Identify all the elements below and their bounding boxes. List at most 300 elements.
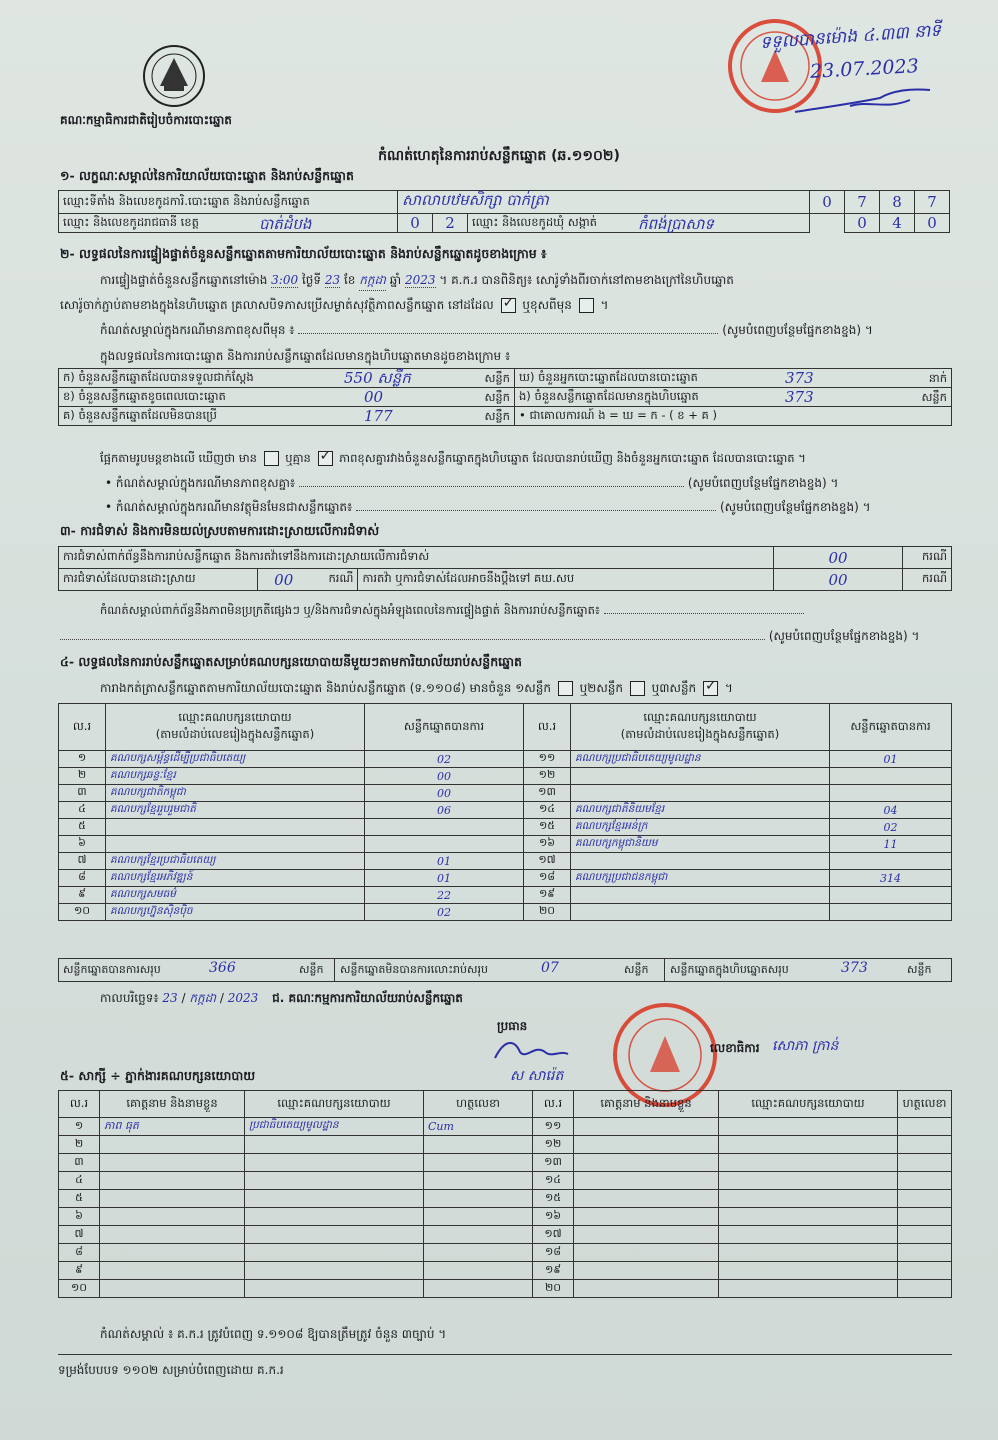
witness-party[interactable] xyxy=(719,1118,898,1136)
footer-divider xyxy=(58,1354,952,1355)
bullet-1-field[interactable] xyxy=(299,486,684,487)
objection-row2-label: ការជំទាស់ដែលបានដោះស្រាយ xyxy=(59,569,258,591)
party-name: គណបក្សជាតិកម្ពុជា xyxy=(106,785,365,802)
witness-party xyxy=(245,1136,424,1154)
total-invalid-value: 07 xyxy=(541,960,559,976)
witness-col-sign: ហត្ថលេខា xyxy=(898,1091,952,1118)
party-number: ៥ xyxy=(59,819,106,836)
section2-heading: ២- លទ្ធផលនៃការផ្ទៀងផ្ទាត់ចំនួនសន្លឹកឆ្នោតតាមការិយាល័យបោះឆ្នោត និងរាប់សន្លឹកឆ្នោតដូចខាងក្រោម ៖ xyxy=(60,246,547,261)
witness-number: ២០ xyxy=(533,1280,574,1298)
witness-number: ១៨ xyxy=(533,1244,574,1262)
witness-party xyxy=(245,1172,424,1190)
witness-party xyxy=(245,1190,424,1208)
witness-col-party: ឈ្មោះគណបក្សនយោបាយ xyxy=(719,1091,898,1118)
witness-col-name: គោត្តនាម និងនាមខ្លួន xyxy=(100,1091,245,1118)
unit-label: សន្លឹក xyxy=(484,390,510,404)
unit-label: សន្លឹក xyxy=(484,409,510,423)
count-c-cell xyxy=(59,407,515,426)
change-note-label: កំណត់សម្គាល់ក្នុងករណីមានភាពខុសពីមុន ៖ xyxy=(100,323,295,337)
witness-signature xyxy=(424,1226,533,1244)
party-votes: 01 xyxy=(365,870,524,887)
bullet-2-label: • កំណត់សម្គាល់ក្នុងករណីមានវត្ថុមិនមែនជាសន្លឹកឆ្នោត៖ xyxy=(105,500,353,514)
count-c-label: គ) ចំនួនសន្លឹកឆ្នោតដែលមិនបានប្រើ xyxy=(63,407,217,422)
party-votes: 314 xyxy=(830,870,952,887)
witness-row xyxy=(59,1244,952,1262)
party-number: ១៤ xyxy=(524,802,571,819)
changed-checkbox[interactable] xyxy=(579,298,594,313)
party-votes: 02 xyxy=(365,904,524,921)
witness-signature[interactable] xyxy=(898,1226,952,1244)
party-name xyxy=(571,768,830,785)
witness-name xyxy=(100,1154,245,1172)
has-discrepancy-checkbox[interactable] xyxy=(264,451,279,466)
witness-name[interactable] xyxy=(574,1172,719,1190)
results-row xyxy=(59,785,952,802)
results-row xyxy=(59,819,952,836)
witness-col-no: ល.រ xyxy=(533,1091,574,1118)
col-party-header xyxy=(571,704,830,751)
polling-station-label: ឈ្មោះទីតាំង និងលេខកូដការិ.បោះឆ្នោត និងរាប់សន្លឹកឆ្នោត xyxy=(59,191,398,214)
unit-label: សន្លឹក xyxy=(921,390,947,404)
col-votes-header: សន្លឹកឆ្នោតបានការ xyxy=(365,704,524,751)
witness-signature[interactable] xyxy=(898,1172,952,1190)
witness-name[interactable] xyxy=(574,1118,719,1136)
results-table xyxy=(58,703,952,921)
stamp-date: 23.07.2023 xyxy=(809,55,920,83)
party-votes: 02 xyxy=(830,819,952,836)
province-code-digit: 2 xyxy=(433,214,468,233)
party-votes xyxy=(830,887,952,904)
section3-heading: ៣- ការជំទាស់ និងការមិនយល់ស្របតាមការដោះស្រាយលើការជំទាស់ xyxy=(60,523,380,538)
date-label: កាលបរិច្ឆេទ៖ xyxy=(100,991,159,1005)
witness-party[interactable] xyxy=(719,1280,898,1298)
witness-row xyxy=(59,1136,952,1154)
witness-signature[interactable] xyxy=(898,1280,952,1298)
section1-table xyxy=(58,190,950,233)
count-d-cell xyxy=(515,369,952,388)
discrepancy-text: ផ្អែកតាមរូបមន្តខាងលើ ឃើញថា មាន xyxy=(100,451,257,465)
party-number: ៩ xyxy=(59,887,106,904)
verify-text: ។ គ.ក.រ បានពិនិត្យ៖ សោរ៉ូទាំងពីរចាក់នៅតាមខាងក្រៅនៃហិបឆ្នោត xyxy=(439,273,734,287)
total-valid-value: 366 xyxy=(209,960,236,976)
witness-name[interactable] xyxy=(574,1208,719,1226)
witness-signature[interactable] xyxy=(898,1118,952,1136)
date-month: កក្កដា xyxy=(189,991,217,1005)
unit-label: សន្លឹក xyxy=(624,963,649,976)
sign-org: ជ. គណៈកម្មការការិយាល័យរាប់សន្លឹកឆ្នោត xyxy=(272,991,463,1005)
col-votes-header: សន្លឹកឆ្នោតបានការ xyxy=(830,704,952,751)
party-name xyxy=(571,853,830,870)
verify-year-label: ឆ្នាំ xyxy=(389,273,402,287)
total-valid-label: សន្លឹកឆ្នោតបានការសរុប xyxy=(63,963,161,976)
party-number: ១២ xyxy=(524,768,571,785)
witness-signature xyxy=(424,1244,533,1262)
witness-body xyxy=(59,1118,952,1298)
witness-number: ១៦ xyxy=(533,1208,574,1226)
party-number: ៦ xyxy=(59,836,106,853)
seal-status-text: សោរ៉ូចាក់ភ្ជាប់តាមខាងក្នុងនៃហិបឆ្នោត គ្រលាសបិទភាសប្រើសម្ងាត់សុវត្ថិភាពសន្លឹកឆ្នោត នៅដដែល xyxy=(60,298,494,312)
verification-line xyxy=(100,272,955,291)
witness-signature[interactable] xyxy=(898,1190,952,1208)
witness-name xyxy=(100,1172,245,1190)
witness-row xyxy=(59,1118,952,1136)
witness-number: ៥ xyxy=(59,1190,100,1208)
party-votes xyxy=(365,836,524,853)
count-a-value: 550 សន្លឹក xyxy=(344,369,411,387)
witness-signature[interactable] xyxy=(898,1154,952,1172)
three-sheets-label: ឬ៣សន្លឹក xyxy=(651,681,697,695)
document-title: កំណត់ហេតុនៃការរាប់សន្លឹកឆ្នោត (ឆ.១១០២) xyxy=(378,148,620,164)
witness-name[interactable] xyxy=(574,1136,719,1154)
witness-party xyxy=(245,1280,424,1298)
party-number: ១៥ xyxy=(524,819,571,836)
party-name: គណបក្សសម្ព័ន្ធដើម្បីប្រជាធិបតេយ្យ xyxy=(106,751,365,768)
party-name: គណបក្សខ្មែរអន់ក្រ xyxy=(571,819,830,836)
discrepancy-detail: ភាពខុសគ្នារវាងចំនួនសន្លឹកឆ្នោតក្នុងហិបឆ្នោត ដែលបានរាប់ឃើញ និងចំនួនអ្នកបោះឆ្នោត ដែលបានបោះឆ្នោត ។ xyxy=(339,451,806,465)
objection-table xyxy=(58,546,952,591)
formula-cell: • ជាគោលការណ៍ ង = ឃ = ក - ( ខ + គ ) xyxy=(515,407,952,426)
witness-party[interactable] xyxy=(719,1154,898,1172)
party-votes: 11 xyxy=(830,836,952,853)
commune-value: កំពង់ប្រាសាទ xyxy=(638,215,714,233)
no-discrepancy-checkbox[interactable] xyxy=(318,451,333,466)
witness-name: ភាព ធុត xyxy=(100,1118,245,1136)
witness-row xyxy=(59,1208,952,1226)
witness-name xyxy=(100,1280,245,1298)
witness-row xyxy=(59,1154,952,1172)
count-table xyxy=(58,368,952,426)
party-number: ៧ xyxy=(59,853,106,870)
party-votes: 06 xyxy=(365,802,524,819)
verify-year: 2023 xyxy=(404,273,436,287)
verify-month: កក្កដា xyxy=(359,272,386,291)
one-sheet-checkbox[interactable] xyxy=(558,681,573,696)
witness-party xyxy=(245,1154,424,1172)
witness-name xyxy=(100,1136,245,1154)
stamp-received-note: ទទួលបានម៉ោង ៤.៣៣ នាទី xyxy=(759,20,942,54)
no-discrepancy-label: ឬគ្មាន xyxy=(285,451,311,465)
witness-name[interactable] xyxy=(574,1280,719,1298)
party-votes xyxy=(830,785,952,802)
party-number: ១ xyxy=(59,751,106,768)
party-name: គណបក្សប្រជាជនកម្ពុជា xyxy=(571,870,830,887)
count-e-cell xyxy=(515,388,952,407)
count-b-value: 00 xyxy=(364,388,384,406)
col-party-header xyxy=(106,704,365,751)
witness-signature xyxy=(424,1190,533,1208)
party-votes: 02 xyxy=(365,751,524,768)
witness-signature xyxy=(424,1262,533,1280)
bullet-1-hint: (សូមបំពេញបន្ថែមផ្នែកខាងខ្នង) ។ xyxy=(687,476,839,490)
party-name: គណបក្សប្រជាធិបតេយ្យមូលដ្ឋាន xyxy=(571,751,830,768)
results-row xyxy=(59,836,952,853)
col-no-header: ល.រ xyxy=(59,704,106,751)
witness-name[interactable] xyxy=(574,1226,719,1244)
three-sheets-checkbox[interactable] xyxy=(703,681,718,696)
party-votes: 01 xyxy=(830,751,952,768)
party-votes xyxy=(830,904,952,921)
bullet-note-2 xyxy=(105,499,955,517)
party-name xyxy=(106,836,365,853)
party-name: គណបក្សខ្មែរប្រជាធិបតេយ្យ xyxy=(106,853,365,870)
chair-name: ស សារ៉េត xyxy=(510,1068,564,1084)
witness-col-party: ឈ្មោះគណបក្សនយោបាយ xyxy=(245,1091,424,1118)
witness-col-no: ល.រ xyxy=(59,1091,100,1118)
party-name xyxy=(106,819,365,836)
sheet-count-text: ការាងកត់ត្រាសន្លឹកឆ្នោតតាមការិយាល័យបោះឆ្នោត និងរាប់សន្លឹកឆ្នោត (ទ.១១០៨) មានចំនួន ១សន្លឹក xyxy=(100,681,551,695)
unit-label: សន្លឹក xyxy=(907,963,932,976)
unit-label: ករណី xyxy=(903,547,952,569)
witness-row xyxy=(59,1280,952,1298)
witness-party[interactable] xyxy=(719,1208,898,1226)
results-row xyxy=(59,768,952,785)
nec-logo-icon xyxy=(140,42,208,110)
objection-row2b-value: 00 xyxy=(774,569,903,591)
verify-time-label: ការផ្ទៀងផ្ទាត់ចំនួនសន្លឹកឆ្នោតនៅម៉ោង xyxy=(100,273,268,287)
party-votes xyxy=(830,853,952,870)
irregularity-note-field-2[interactable] xyxy=(60,639,765,640)
party-name: គណបក្សឆន្ទៈខ្មែរ xyxy=(106,768,365,785)
sign-date-line: កាលបរិច្ឆេទ៖ 23 / កក្កដា / 2023 ជ. គណៈកម្មការការិយាល័យរាប់សន្លឹកឆ្នោត xyxy=(100,991,463,1005)
witness-signature[interactable] xyxy=(898,1136,952,1154)
witness-number: ១៧ xyxy=(533,1226,574,1244)
chair-label: ប្រធាន xyxy=(497,1019,528,1033)
witness-row xyxy=(59,1190,952,1208)
witness-number: ១៣ xyxy=(533,1154,574,1172)
party-votes: 00 xyxy=(365,768,524,785)
witness-number: ៤ xyxy=(59,1172,100,1190)
unit-label: ករណី xyxy=(903,569,952,591)
secretary-label: លេខាធិការ xyxy=(710,1041,760,1055)
witness-signature xyxy=(424,1280,533,1298)
witness-number: ១០ xyxy=(59,1280,100,1298)
party-name: គណបក្សខ្មែររួបរួមជាតិ xyxy=(106,802,365,819)
witness-party[interactable] xyxy=(719,1172,898,1190)
footer-text: ទម្រង់បែបបទ ១១០២ សម្រាប់បំពេញដោយ គ.ក.រ xyxy=(58,1363,284,1377)
org-name: គណៈកម្មាធិការជាតិរៀបចំការបោះឆ្នោត xyxy=(60,113,232,127)
change-note-hint: (សូមបំពេញបន្ថែមផ្នែកខាងខ្នង) ។ xyxy=(722,323,873,337)
count-d-label: ឃ) ចំនួនអ្នកបោះឆ្នោតដែលបានបោះឆ្នោត xyxy=(519,369,698,384)
commune-code-digit: 0 xyxy=(915,214,950,233)
witness-number: ១១ xyxy=(533,1118,574,1136)
witness-signature: Cum xyxy=(424,1118,533,1136)
count-d-value: 373 xyxy=(785,369,814,387)
party-name xyxy=(571,904,830,921)
two-sheets-checkbox[interactable] xyxy=(630,681,645,696)
witness-row xyxy=(59,1172,952,1190)
date-day: 23 xyxy=(162,991,178,1005)
witness-signature xyxy=(424,1172,533,1190)
results-row xyxy=(59,887,952,904)
party-name: គណបក្សជាតិនិយមខ្មែរ xyxy=(571,802,830,819)
change-note-field[interactable] xyxy=(298,333,718,334)
commune-label: ឈ្មោះ និងលេខកូដឃុំ សង្កាត់ xyxy=(472,214,597,229)
witness-name[interactable] xyxy=(574,1262,719,1280)
totals-row xyxy=(58,958,952,982)
count-e-label: ង) ចំនួនសន្លឹកឆ្នោតដែលមានក្នុងហិបឆ្នោត xyxy=(519,388,699,403)
objection-row1-label: ការជំទាស់ពាក់ព័ន្ធនឹងការរាប់សន្លឹកឆ្នោត និងការតវ៉ាទៅនឹងការដោះស្រាយលើការជំទាស់ xyxy=(59,547,774,569)
province-value: បាត់ដំបង xyxy=(259,215,312,233)
party-number: ១៣ xyxy=(524,785,571,802)
station-code-digit: 8 xyxy=(880,191,915,214)
party-number: ៤ xyxy=(59,802,106,819)
witness-name[interactable] xyxy=(574,1190,719,1208)
col-no-header: ល.រ xyxy=(524,704,571,751)
verify-day: 23 xyxy=(324,273,341,287)
col-party-subtitle: (តាមលំដាប់លេខរៀងក្នុងសន្លឹកឆ្នោត) xyxy=(155,727,315,741)
col-party-title: ឈ្មោះគណបក្សនយោបាយ xyxy=(178,710,292,724)
count-b-cell xyxy=(59,388,515,407)
witness-name xyxy=(100,1244,245,1262)
witness-party[interactable] xyxy=(719,1262,898,1280)
verify-month-label: ខែ xyxy=(343,273,356,287)
verify-day-label: ថ្ងៃទី xyxy=(301,273,321,287)
party-name: គណបក្សកម្ពុជានិយម xyxy=(571,836,830,853)
witness-party[interactable] xyxy=(719,1136,898,1154)
col-party-title: ឈ្មោះគណបក្សនយោបាយ xyxy=(643,710,757,724)
chair-signature-icon xyxy=(490,1030,570,1070)
change-note-line xyxy=(100,322,955,340)
province-row xyxy=(59,214,398,233)
irregularity-note-line xyxy=(100,603,950,620)
sheet-count-line: ការាងកត់ត្រាសន្លឹកឆ្នោតតាមការិយាល័យបោះឆ្នោត និងរាប់សន្លឹកឆ្នោត (ទ.១១០៨) មានចំនួន ១សន្លឹក ឬ២សន្លឹក ឬ៣សន្លឹក ✓ ។ xyxy=(100,680,733,698)
witness-row xyxy=(59,1262,952,1280)
party-votes: 22 xyxy=(365,887,524,904)
secretary-name: សោភា ក្រាន់ xyxy=(772,1038,839,1054)
changed-label: ឬខុសពីមុន xyxy=(522,298,572,312)
party-name: គណបក្សសមធម៌ xyxy=(106,887,365,904)
party-votes: 01 xyxy=(365,853,524,870)
witness-signature[interactable] xyxy=(898,1208,952,1226)
party-number: ១៧ xyxy=(524,853,571,870)
irregularity-note-label: កំណត់សម្គាល់ពាក់ព័ន្ធនឹងភាពមិនប្រក្រតីផ្សេងៗ ឬ/និងការជំទាស់ក្នុងអំឡុងពេលនៃការផ្ទៀងផ្ទាត់ និងការរាប់សន្លឹកឆ្នោត៖ xyxy=(100,603,600,617)
party-name: គណបក្សហ្វ៊ុនស៊ិនប៉ិច xyxy=(106,904,365,921)
witness-number: ១ xyxy=(59,1118,100,1136)
witness-name[interactable] xyxy=(574,1154,719,1172)
party-votes: 04 xyxy=(830,802,952,819)
irregularity-continuation xyxy=(60,628,950,646)
count-intro: ក្នុងលទ្ធផលនៃការបោះឆ្នោត និងការរាប់សន្លឹកឆ្នោតដែលមានក្នុងហិបឆ្នោតមានដូចខាងក្រោម ៖ xyxy=(100,349,511,363)
commune-code-digit: 4 xyxy=(880,214,915,233)
witness-note: កំណត់សម្គាល់ ៖ គ.ក.រ ត្រូវបំពេញ ទ.១១០៨ ឱ្យបានត្រឹមត្រូវ ចំនួន ៣ច្បាប់ ។ xyxy=(100,1327,447,1341)
two-sheets-label: ឬ២សន្លឹក xyxy=(579,681,623,695)
witness-party xyxy=(245,1208,424,1226)
witness-number: ៨ xyxy=(59,1244,100,1262)
witness-row xyxy=(59,1226,952,1244)
results-row xyxy=(59,802,952,819)
witness-signature[interactable] xyxy=(898,1244,952,1262)
unit-label: នាក់ xyxy=(928,371,947,385)
results-body xyxy=(59,751,952,921)
count-b-label: ខ) ចំនួនសន្លឹកឆ្នោតខូចពេលបោះឆ្នោត xyxy=(63,388,226,403)
witness-party xyxy=(245,1262,424,1280)
total-invalid-label: សន្លឹកឆ្នោតមិនបានការលោះរាប់សរុប xyxy=(340,963,488,976)
verify-time: 3:00 xyxy=(271,273,299,287)
witness-number: ២ xyxy=(59,1136,100,1154)
witness-signature xyxy=(424,1154,533,1172)
discrepancy-line xyxy=(100,451,806,468)
results-row xyxy=(59,870,952,887)
results-row xyxy=(59,904,952,921)
party-number: ២០ xyxy=(524,904,571,921)
count-e-value: 373 xyxy=(785,388,814,406)
party-number: ៨ xyxy=(59,870,106,887)
party-votes: 00 xyxy=(365,785,524,802)
party-number: ២ xyxy=(59,768,106,785)
party-number: ១៩ xyxy=(524,887,571,904)
unchanged-checkbox[interactable] xyxy=(501,298,516,313)
objection-row2b-label: ការតវ៉ា ឬការជំទាស់ដែលអាចនឹងប្តឹងទៅ គឃ.សប xyxy=(358,569,774,591)
party-number: ១៦ xyxy=(524,836,571,853)
witness-party[interactable] xyxy=(719,1226,898,1244)
witness-party[interactable] xyxy=(719,1244,898,1262)
witness-number: ៩ xyxy=(59,1262,100,1280)
witness-party: ប្រជាធិបតេយ្យមូលដ្ឋាន xyxy=(245,1118,424,1136)
witness-col-sign: ហត្ថលេខា xyxy=(424,1091,533,1118)
station-code-digit: 0 xyxy=(810,191,845,214)
commune-code-digit: 0 xyxy=(845,214,880,233)
party-name xyxy=(571,785,830,802)
witness-number: ១៥ xyxy=(533,1190,574,1208)
party-name: គណបក្សខ្មែរអភិវឌ្ឍន៍ xyxy=(106,870,365,887)
province-code-digit: 0 xyxy=(398,214,433,233)
witness-number: ៣ xyxy=(59,1154,100,1172)
witness-party[interactable] xyxy=(719,1190,898,1208)
objection-row2-value: 00 xyxy=(258,569,310,591)
unit-label: សន្លឹក xyxy=(484,371,510,385)
section1-heading: ១- លក្ខណៈសម្គាល់នៃការិយាល័យបោះឆ្នោត និងរាប់សន្លឹកឆ្នោត xyxy=(60,168,354,183)
witness-party xyxy=(245,1226,424,1244)
bullet-1-label: • កំណត់សម្គាល់ក្នុងករណីមានភាពខុសគ្នា៖ xyxy=(105,476,296,490)
party-votes xyxy=(830,768,952,785)
witness-number: ៧ xyxy=(59,1226,100,1244)
objection-row1-value: 00 xyxy=(774,547,903,569)
party-number: ១១ xyxy=(524,751,571,768)
witness-number: ១៩ xyxy=(533,1262,574,1280)
witness-table xyxy=(58,1090,952,1298)
province-label: ឈ្មោះ និងលេខកូដរាជធានី ខេត្ត xyxy=(63,214,199,229)
count-c-value: 177 xyxy=(364,407,393,425)
witness-col-name: គោត្តនាម និងនាមខ្លួន xyxy=(574,1091,719,1118)
commune-row xyxy=(468,214,810,233)
total-box-value: 373 xyxy=(841,960,868,976)
station-code-digit: 7 xyxy=(845,191,880,214)
unit-label: សន្លឹក xyxy=(299,963,324,976)
section4-heading: ៤- លទ្ធផលនៃការរាប់សន្លឹកឆ្នោតសម្រាប់គណបក្សនយោបាយនីមួយៗតាមការិយាល័យរាប់សន្លឹកឆ្នោត xyxy=(60,654,522,669)
section5-heading: ៥- សាក្សី ÷ ភ្នាក់ងារគណបក្សនយោបាយ xyxy=(60,1068,256,1083)
results-row xyxy=(59,751,952,768)
stamp-signature-icon xyxy=(790,80,940,120)
witness-number: ១៤ xyxy=(533,1172,574,1190)
bullet-2-field[interactable] xyxy=(356,510,716,511)
witness-name[interactable] xyxy=(574,1244,719,1262)
witness-signature[interactable] xyxy=(898,1262,952,1280)
witness-party xyxy=(245,1244,424,1262)
witness-name xyxy=(100,1190,245,1208)
party-votes xyxy=(365,819,524,836)
total-box-label: សន្លឹកឆ្នោតក្នុងហិបឆ្នោតសរុប xyxy=(670,963,789,976)
irregularity-note-field[interactable] xyxy=(604,613,804,614)
bullet-2-hint: (សូមបំពេញបន្ថែមផ្នែកខាងខ្នង) ។ xyxy=(719,500,871,514)
results-row xyxy=(59,853,952,870)
unit-label: ករណី xyxy=(309,569,358,591)
irregularity-hint: (សូមបំពេញបន្ថែមផ្នែកខាងខ្នង) ។ xyxy=(768,629,920,643)
witness-name xyxy=(100,1226,245,1244)
polling-station-value: សាលាបឋមសិក្សា បាក់ត្រា xyxy=(398,191,810,214)
count-a-cell xyxy=(59,369,515,388)
station-code-digit: 7 xyxy=(915,191,950,214)
witness-name xyxy=(100,1208,245,1226)
